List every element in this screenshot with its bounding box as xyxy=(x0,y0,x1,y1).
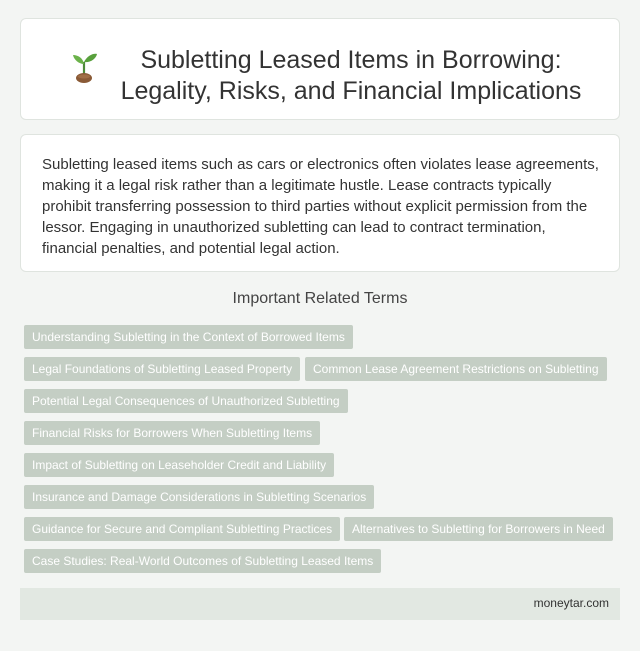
related-terms-heading: Important Related Terms xyxy=(232,290,408,307)
related-term-tag[interactable]: Guidance for Secure and Compliant Subletting Practices xyxy=(24,517,340,541)
sprout-icon xyxy=(67,45,101,85)
title-card xyxy=(20,18,620,120)
related-term-tag[interactable]: Alternatives to Subletting for Borrowers in Need xyxy=(344,517,613,541)
related-term-tag[interactable]: Impact of Subletting on Leaseholder Credit and Liability xyxy=(24,453,334,477)
related-term-tag[interactable]: Legal Foundations of Subletting Leased Property xyxy=(24,357,300,381)
related-term-tag[interactable]: Insurance and Damage Considerations in Subletting Scenarios xyxy=(24,485,374,509)
intro-card xyxy=(20,134,620,272)
footer xyxy=(20,588,620,620)
related-term-tag[interactable]: Case Studies: Real-World Outcomes of Subletting Leased Items xyxy=(24,549,381,573)
related-term-tag[interactable]: Common Lease Agreement Restrictions on Subletting xyxy=(305,357,607,381)
related-term-tag[interactable]: Understanding Subletting in the Context of Borrowed Items xyxy=(24,325,353,349)
page-title: Subletting Leased Items in Borrowing: Legality, Risks, and Financial Implications xyxy=(120,46,582,105)
footer-site-link[interactable]: moneytar.com xyxy=(533,596,609,610)
intro-text: Subletting leased items such as cars or electronics often violates lease agreements, making it a legal risk rather than a legitimate hustle. Lease contracts typically prohibit transferring possession to third parties without explicit permission from the lessor. Engaging in unauthorized subletting can lead to contract termination, financial penalties, and potential legal action. xyxy=(42,156,599,257)
related-term-tag[interactable]: Potential Legal Consequences of Unauthorized Subletting xyxy=(24,389,348,413)
related-term-tag[interactable]: Financial Risks for Borrowers When Subletting Items xyxy=(24,421,320,445)
